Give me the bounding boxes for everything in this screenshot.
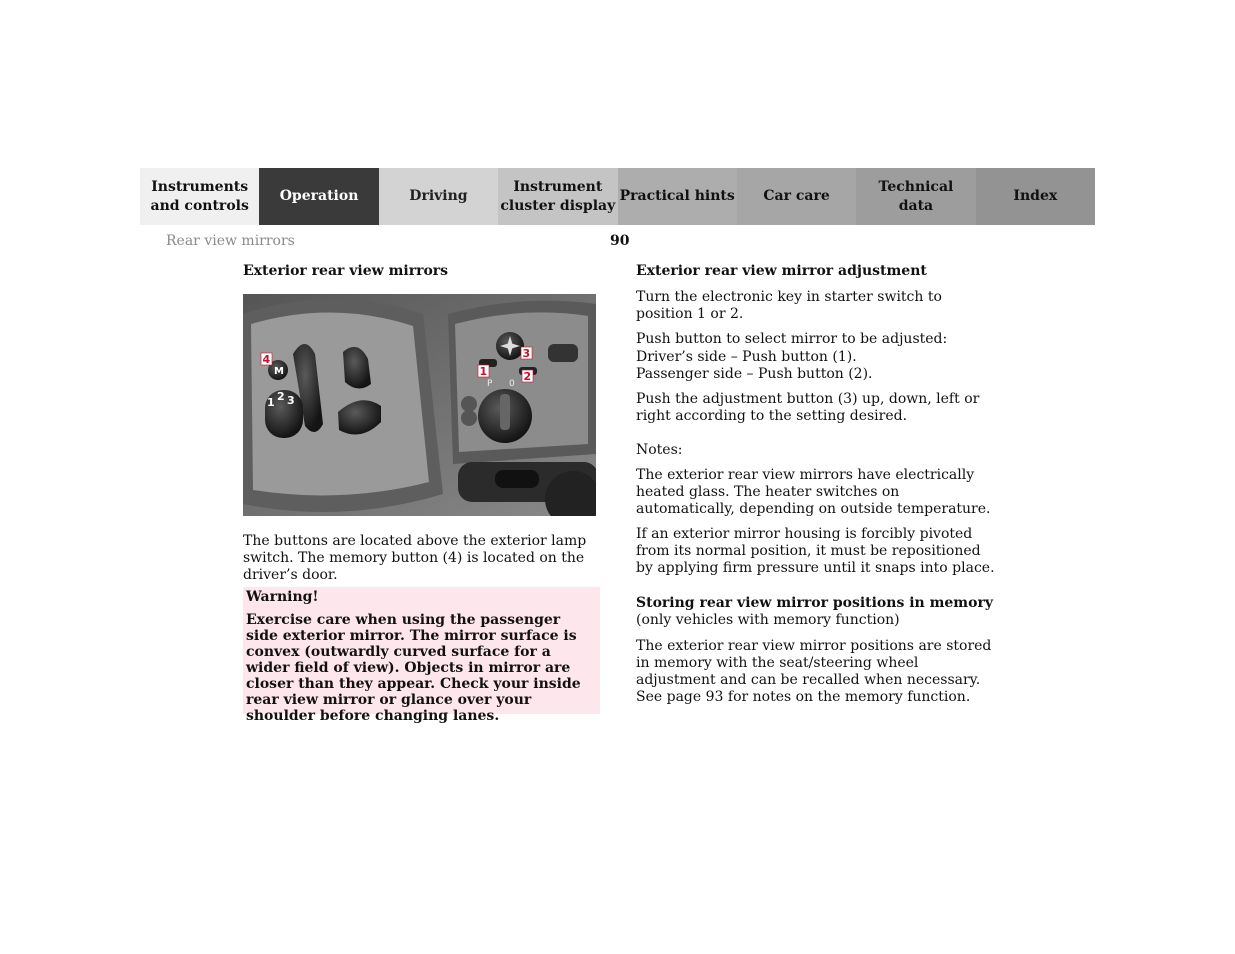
seat-memory-1-label: 1 xyxy=(267,396,275,409)
callout-4: 4 xyxy=(262,353,271,366)
seat-memory-2-label: 2 xyxy=(277,390,285,403)
note-housing-pivot: If an exterior mirror housing is forcibly pivoted from its normal position, it must be repositioned by applying firm pressure until it snaps into place. xyxy=(636,526,995,576)
memory-button-label: M xyxy=(274,366,284,377)
warning-body: Exercise care when using the passenger side exterior mirror. The mirror surface is convex (outwardly curved surface for a wider field of view). Objects in mirror are closer than they appear. Check your inside rear view mirror or glance over your shoulder before changing lanes. xyxy=(246,612,581,724)
tab-instruments-and-controls[interactable]: Instruments and controls xyxy=(140,168,259,225)
adjustment-select-intro: Push button to select mirror to be adjusted: xyxy=(636,331,948,347)
note-heated-glass: The exterior rear view mirrors have electrically heated glass. The heater switches on automatically, depending on outside temperature. xyxy=(636,467,991,517)
figure-caption: The buttons are located above the exterior lamp switch. The memory button (4) is located on the driver’s door. xyxy=(243,533,587,583)
controls-drawing xyxy=(243,294,596,516)
mirror-controls-illustration xyxy=(243,294,596,516)
tab-driving[interactable]: Driving xyxy=(379,168,498,225)
tab-practical-hints[interactable]: Practical hints xyxy=(618,168,737,225)
tab-instrument-cluster-display[interactable]: Instrument cluster display xyxy=(498,168,617,225)
callout-2: 2 xyxy=(523,370,532,383)
chapter-tabs xyxy=(140,168,1095,225)
left-column xyxy=(243,263,603,280)
seat-memory-3-label: 3 xyxy=(287,394,295,407)
memory-description: The exterior rear view mirror positions are stored in memory with the seat/steering wheel adjustment and can be recalled when necessary. See page 93 for notes on the memory function. xyxy=(636,638,992,705)
off-position-label: 0 xyxy=(509,379,515,389)
memory-subheading: (only vehicles with memory function) xyxy=(636,612,900,628)
tab-operation[interactable]: Operation xyxy=(259,168,378,225)
warning-title: Warning! xyxy=(246,589,319,605)
warning-box xyxy=(243,587,600,724)
adjustment-passenger-side: Passenger side – Push button (2). xyxy=(636,366,873,382)
callout-3: 3 xyxy=(522,347,531,360)
notes-label: Notes: xyxy=(636,442,683,458)
memory-heading: Storing rear view mirror positions in memory xyxy=(636,595,993,611)
section-title: Rear view mirrors xyxy=(166,233,295,249)
adjustment-step-key: Turn the electronic key in starter switch to position 1 or 2. xyxy=(636,289,942,322)
tab-index[interactable]: Index xyxy=(976,168,1095,225)
tab-technical-data[interactable]: Technical data xyxy=(856,168,975,225)
parking-lamp-label: P xyxy=(487,379,493,389)
adjustment-push-button: Push the adjustment button (3) up, down, left or right according to the setting desired. xyxy=(636,391,980,424)
left-heading: Exterior rear view mirrors xyxy=(243,263,449,279)
adjustment-driver-side: Driver’s side – Push button (1). xyxy=(636,349,857,365)
tab-car-care[interactable]: Car care xyxy=(737,168,856,225)
callout-1: 1 xyxy=(479,365,488,378)
page-number: 90 xyxy=(610,233,630,249)
adjustment-heading: Exterior rear view mirror adjustment xyxy=(636,263,927,279)
